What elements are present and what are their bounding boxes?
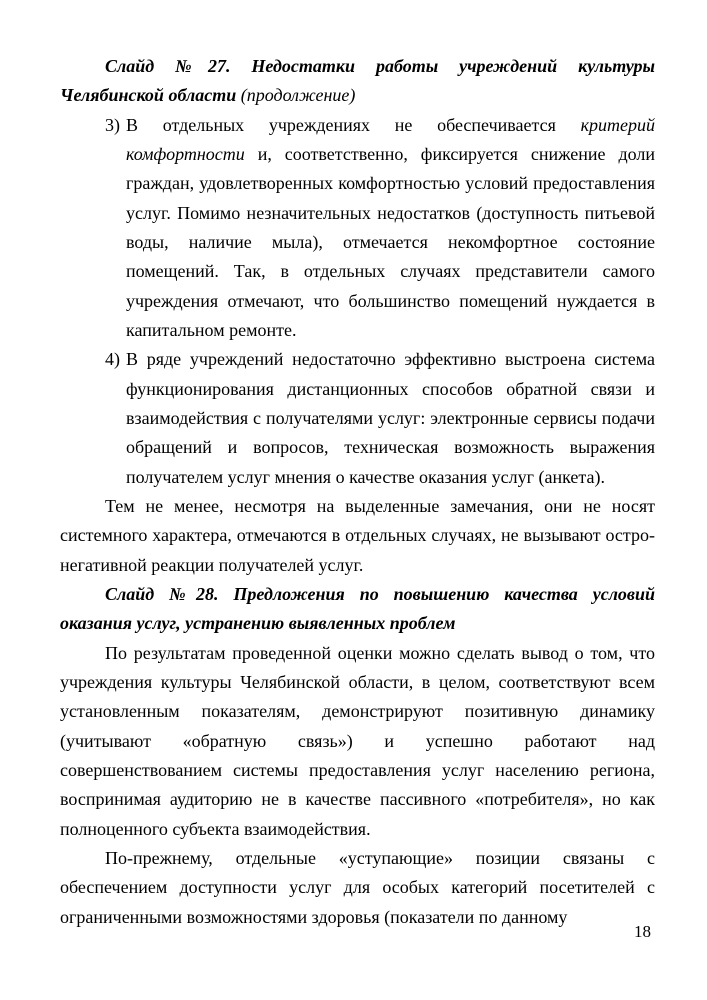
text-run: Тем не менее, несмотря на выделенные замечания, они не носят системного характера, отмечаются в отдельных случаях, не вызывают остро-негативной реакции получателей услуг.	[60, 495, 655, 575]
page-number: 18	[634, 922, 651, 941]
list-item	[60, 345, 655, 492]
text-run: По-прежнему, отдельные «уступающие» позиции связаны с обеспечением доступности услуг для особых категорий посетителей с ограниченными возможностями здоровья (показатели по данному	[60, 847, 655, 927]
text-run: (продолжение)	[240, 85, 356, 106]
document-content	[60, 52, 655, 932]
body-paragraph	[60, 639, 655, 844]
text-run: По результатам проведенной оценки можно сделать вывод о том, что учреждения культуры Челябинской области, в целом, соответствуют всем установленным показателям, демонстрируют позитивную динамику (учитывают «обратную связь») и успешно работают над совершенствованием системы предоставления услуг населению региона, воспринимая аудиторию не в качестве пассивного «потребителя», но как полноценного субъекта взаимодействия.	[60, 642, 655, 839]
body-paragraph	[60, 492, 655, 580]
list-marker: 4)	[105, 349, 120, 370]
body-paragraph	[60, 844, 655, 932]
heading-paragraph	[60, 580, 655, 639]
list-marker: 3)	[105, 114, 120, 135]
text-run: Слайд №28. Предложения по повышению качества условий оказания услуг, устранению выявленных проблем	[60, 583, 655, 634]
text-run: и, соответственно, фиксируется снижение доли граждан, удовлетворенных комфортностью условий предоставления услуг. Помимо незначительных недостатков (доступность питьевой воды, наличие мыла), отмечается некомфортное состояние помещений. Так, в отдельных случаях представители самого учреждения отмечают, что большинство помещений нуждается в капитальном ремонте.	[126, 143, 655, 340]
text-run: Слайд №27. Недостатки работы учреждений культуры Челябинской области	[60, 56, 655, 106]
list-item	[60, 111, 655, 346]
text-run: критерий комфортности	[126, 114, 655, 164]
text-run: В отдельных учреждениях не обеспечивается	[126, 114, 581, 135]
text-run: В ряде учреждений недостаточно эффективно выстроена система функционирования дистанционных способов обратной связи и взаимодействия с получателями услуг: электронные сервисы подачи обращений и вопросов, техническая возможность выражения получателем услуг мнения о качестве оказания услуг (анкета).	[126, 349, 655, 487]
heading-paragraph	[60, 52, 655, 111]
